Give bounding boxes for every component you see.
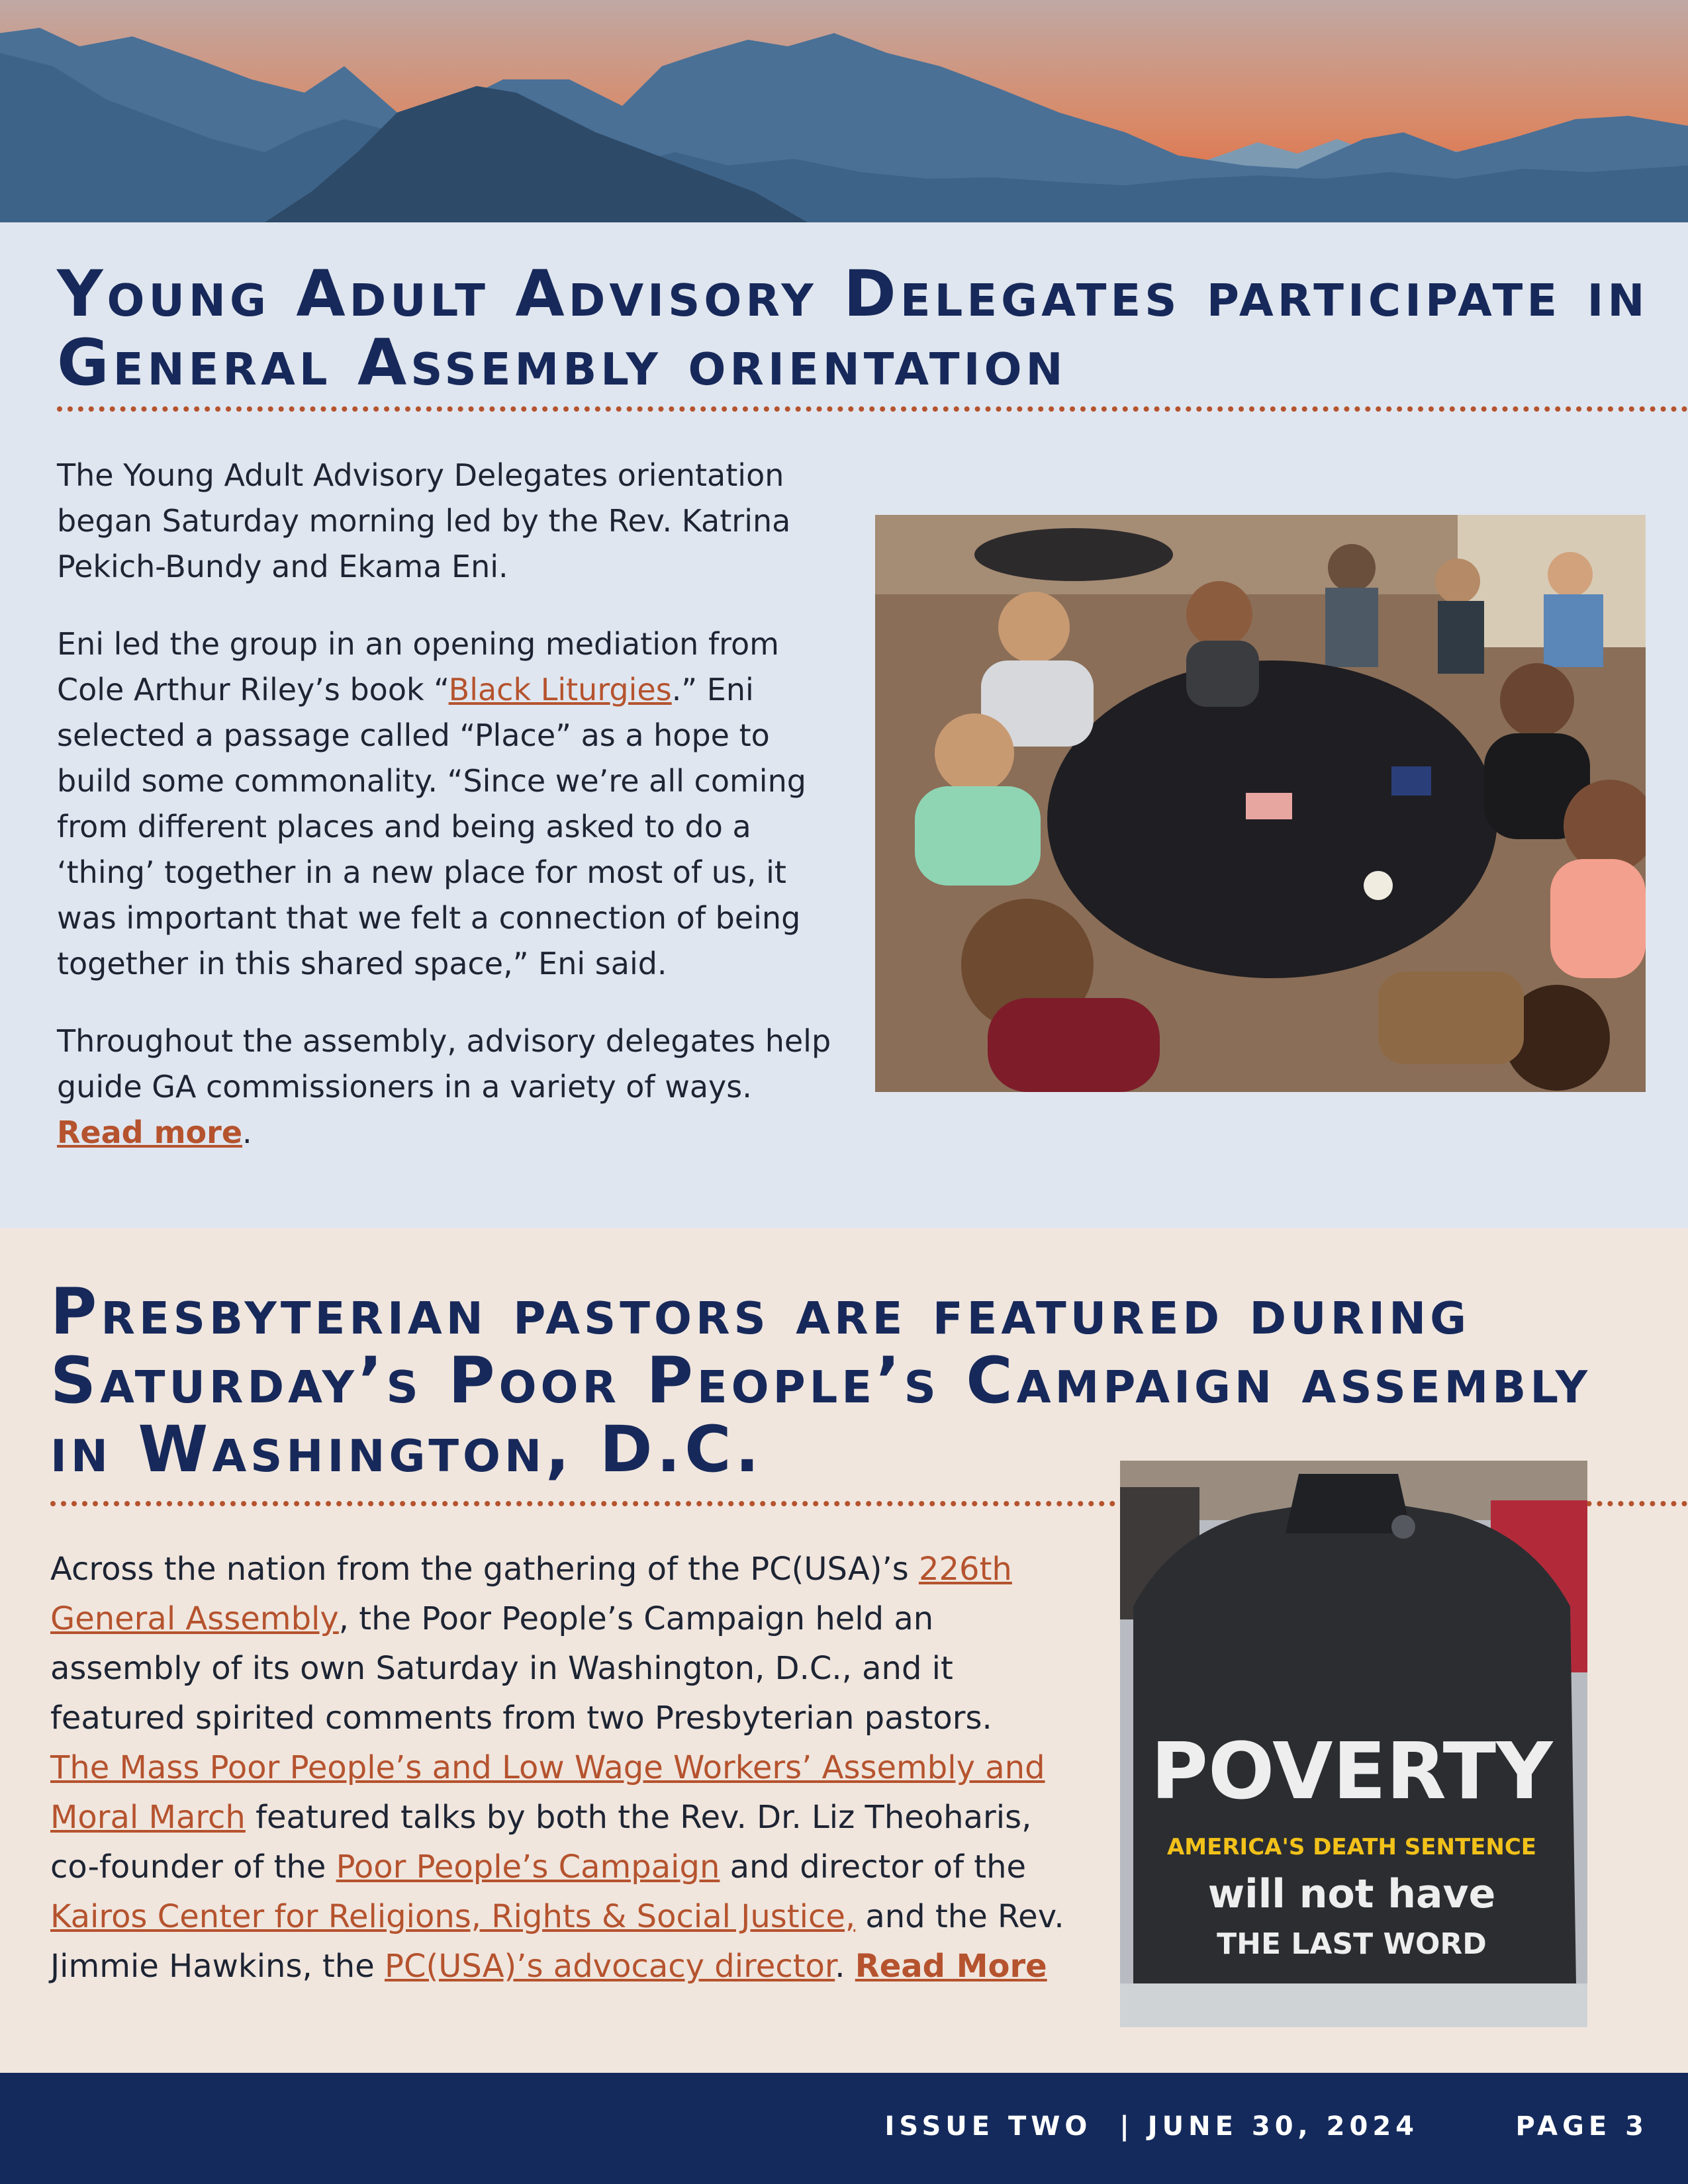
- article-2-body: [50, 1545, 1083, 1991]
- headline-line-3: in Washington, D.C.: [50, 1412, 764, 1486]
- poverty-shirt-photo: [1120, 1461, 1587, 2027]
- footer-bar: [0, 2073, 1688, 2184]
- paragraph: The Young Adult Advisory Delegates orientation began Saturday morning led by the Rev. Katrina Pekich-Bundy and Ekama Eni.: [57, 457, 791, 584]
- moral-march-link[interactable]: The Mass Poor People’s and Low Wage Workers’ Assembly and Moral March: [50, 1749, 1045, 1836]
- page-number: PAGE 3: [1515, 2111, 1648, 2142]
- shirt-line-3: will not have: [1207, 1871, 1496, 1917]
- footer-info: [885, 2111, 1648, 2142]
- shirt-line-1: POVERTY: [1150, 1725, 1553, 1817]
- text: Across the nation from the gathering of the PC(USA)’s: [50, 1551, 919, 1588]
- headline-line-1: Presbyterian pastors are featured during: [50, 1275, 1471, 1349]
- issue-label: ISSUE TWO: [884, 2111, 1092, 2142]
- text: and the Rev. Jimmie Hawkins, the: [50, 1898, 1064, 1985]
- article-1-body: [57, 453, 838, 1187]
- text: , the Poor People’s Campaign held an assembly of its own Saturday in Washington, D.C., and it featured spirited comments from two Presbyterian pastors.: [50, 1600, 992, 1737]
- kairos-center-link[interactable]: Kairos Center for Religions, Rights & Social Justice,: [50, 1898, 856, 1935]
- advocacy-director-link[interactable]: PC(USA)’s advocacy director: [385, 1948, 835, 1985]
- text: .” Eni selected a passage called “Place” as a hope to build some commonality. “Since we’re all coming from different places and being asked to do a ‘thing’ together in a new place for most of us, it was important that we felt a connection of being together in this shared space,” Eni said.: [57, 672, 806, 981]
- shirt-line-4: THE LAST WORD: [1217, 1927, 1487, 1961]
- black-liturgies-link[interactable]: Black Liturgies: [448, 672, 672, 707]
- paragraph: [57, 621, 838, 987]
- text: .: [242, 1115, 252, 1150]
- issue-date: | JUNE 30, 2024: [1119, 2111, 1419, 2142]
- paragraph: [57, 1019, 838, 1156]
- text: Eni led the group in an opening mediation from Cole Arthur Riley’s book “: [57, 626, 779, 707]
- headline-line-2: Saturday’s Poor People’s Campaign assembly: [50, 1343, 1592, 1418]
- headline-line-2: General Assembly orientation: [57, 326, 1067, 400]
- read-more-link[interactable]: Read More: [855, 1948, 1047, 1985]
- dotted-divider: [57, 406, 1688, 412]
- article-1-headline: [57, 257, 1649, 400]
- text: Throughout the assembly, advisory delegates help guide GA commissioners in a variety of ways.: [57, 1023, 831, 1105]
- text: featured talks by both the Rev. Dr. Liz Theoharis, co-founder of the: [50, 1799, 1032, 1886]
- read-more-link[interactable]: Read more: [57, 1115, 243, 1150]
- delegates-photo: [875, 515, 1646, 1092]
- headline-line-1: Young Adult Advisory Delegates participate in: [57, 257, 1649, 331]
- text: and director of the: [720, 1848, 1027, 1886]
- article-2-headline: [50, 1277, 1591, 1484]
- poor-peoples-campaign-link[interactable]: Poor People’s Campaign: [336, 1848, 720, 1886]
- general-assembly-link[interactable]: 226th General Assembly: [50, 1551, 1012, 1637]
- shirt-line-2: AMERICA'S DEATH SENTENCE: [1166, 1834, 1537, 1860]
- mountain-banner: [0, 0, 1688, 222]
- text: .: [835, 1948, 855, 1985]
